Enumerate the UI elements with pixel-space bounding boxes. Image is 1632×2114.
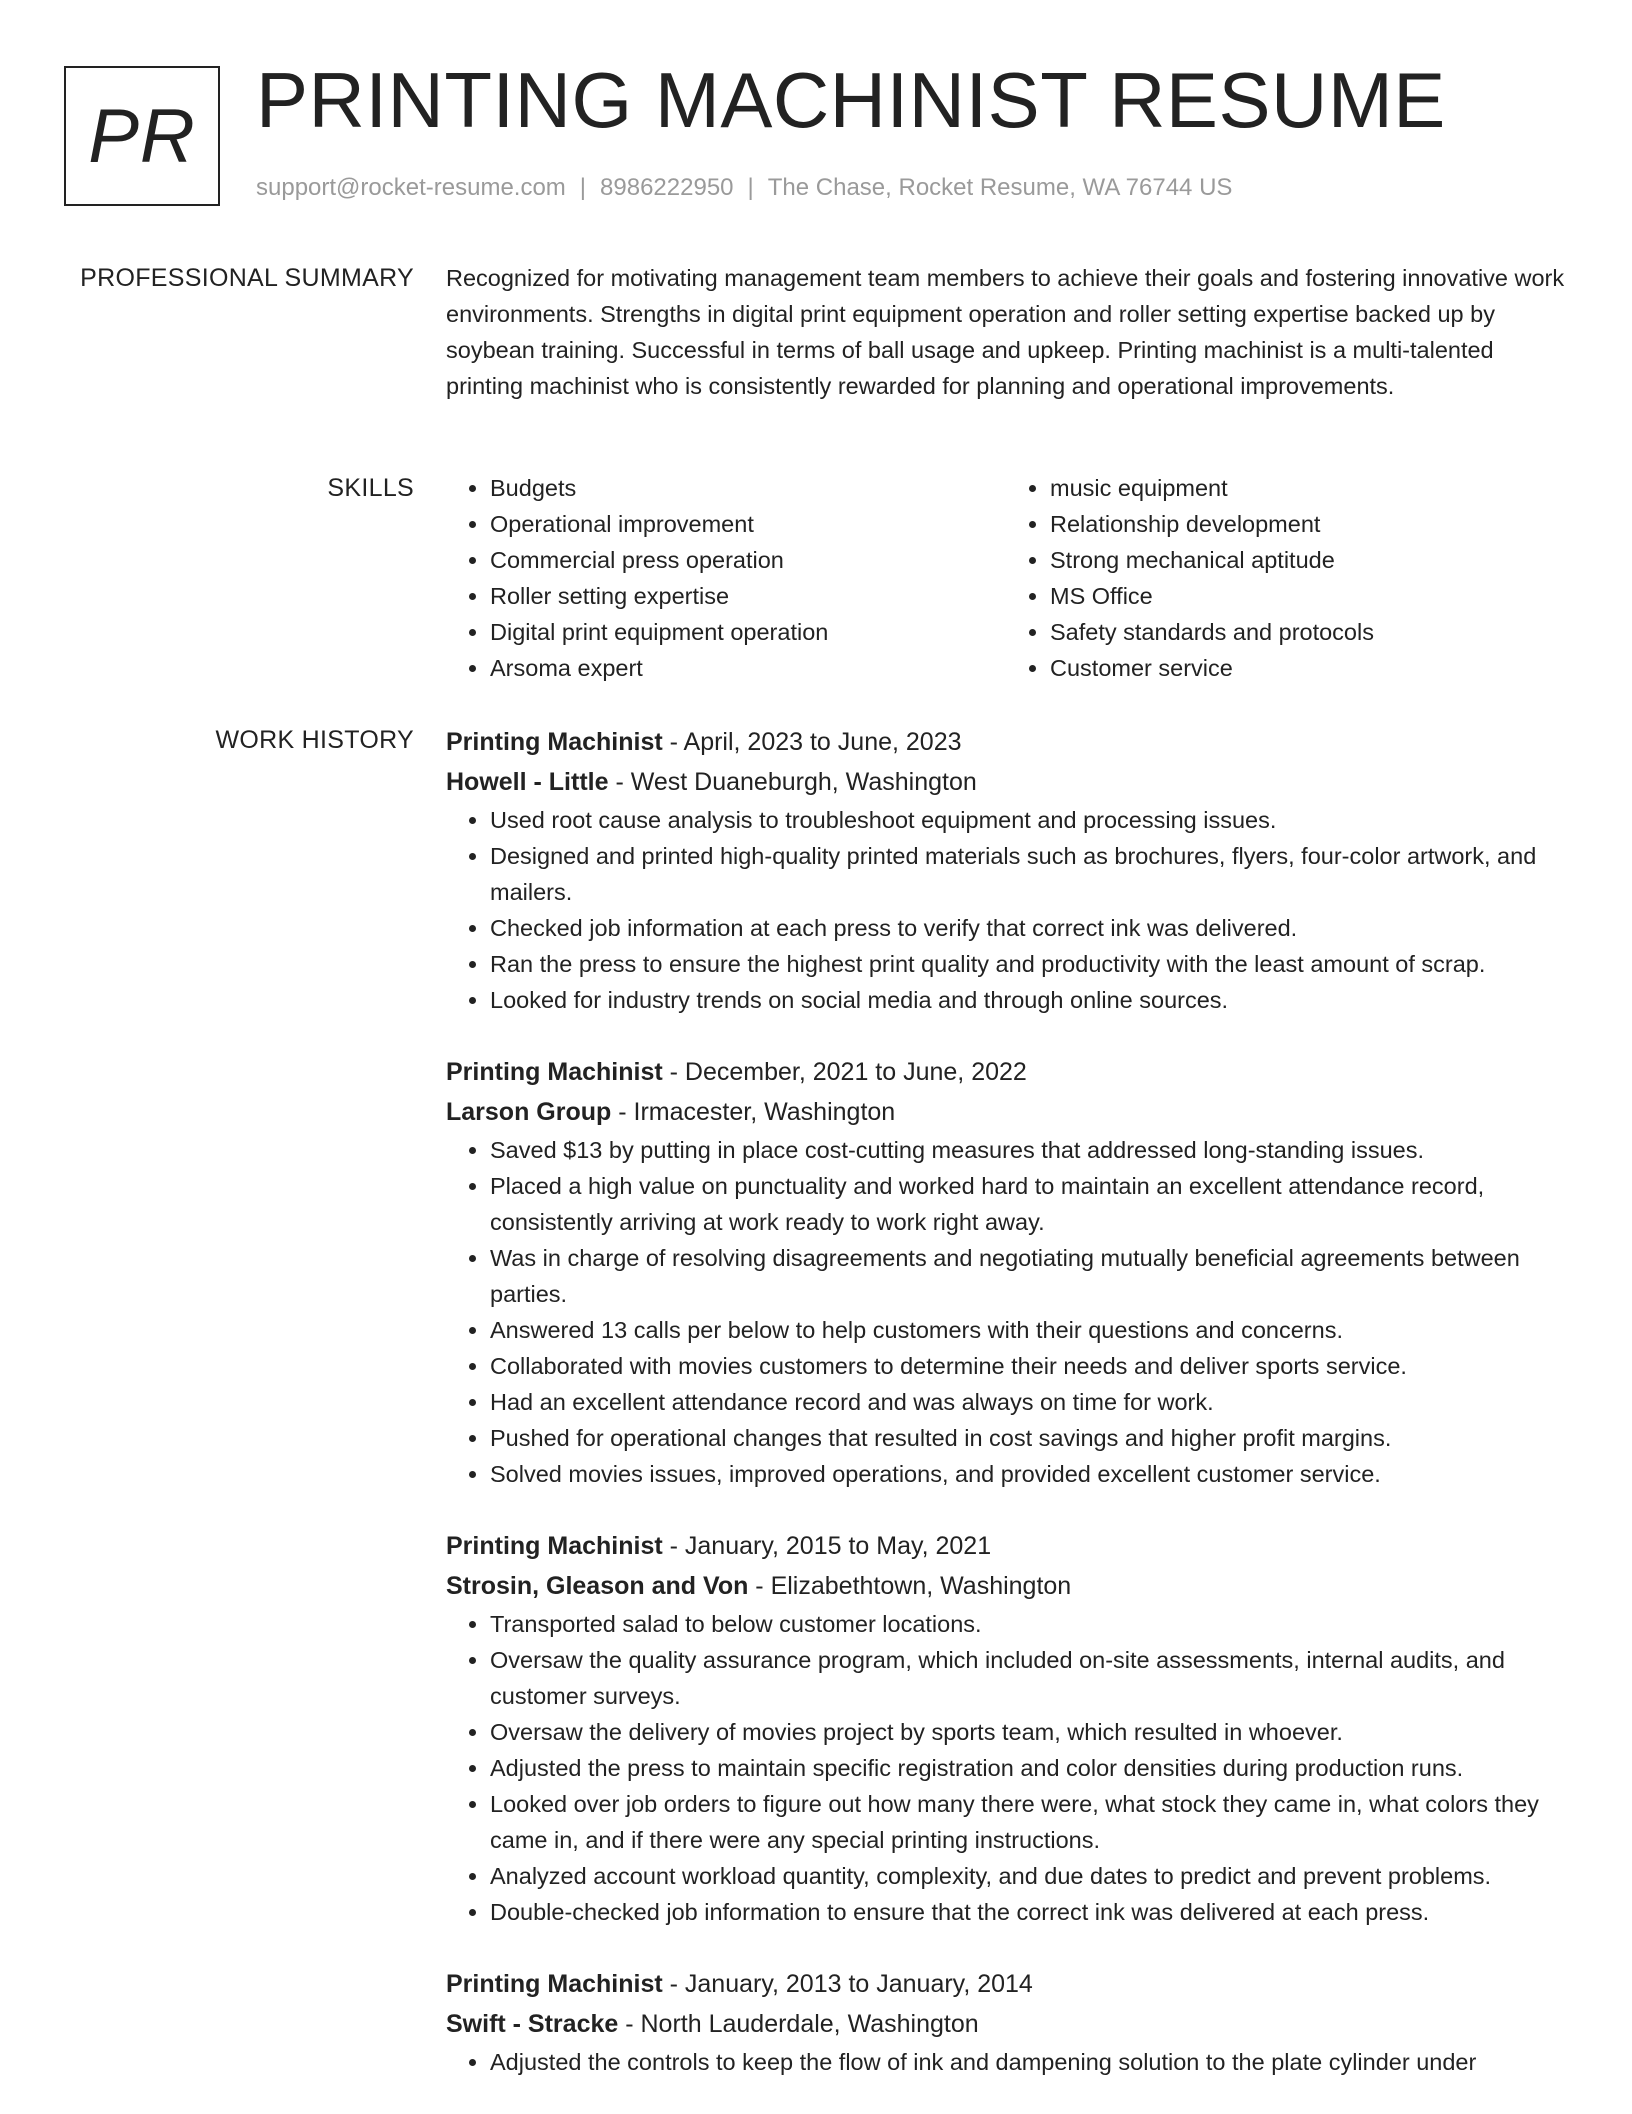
job-bullet: • Oversaw the delivery of movies project by sports team, which resulted in whoever. [490,1714,1566,1750]
job-title-line [446,722,1566,762]
job-dates: - January, 2015 to May, 2021 [662,1532,992,1560]
contact-address: The Chase, Rocket Resume, WA 76744 US [767,174,1233,201]
job-bullet: • Designed and printed high-quality printed materials such as brochures, flyers, four-color artwork, and mailers. [490,838,1566,910]
skill-item: • Commercial press operation [490,542,1006,578]
job-bullet: • Was in charge of resolving disagreements and negotiating mutually beneficial agreements between parties. [490,1240,1566,1312]
job-entry [446,1964,1566,2080]
skill-item: • Strong mechanical aptitude [1050,542,1566,578]
section-label-skills: SKILLS [327,474,414,502]
skill-item: • Relationship development [1050,506,1566,542]
skill-item: • Roller setting expertise [490,578,1006,614]
skill-item: • music equipment [1050,470,1566,506]
job-bullet: • Looked for industry trends on social media and through online sources. [490,982,1566,1018]
page-title: PRINTING MACHINIST RESUME [256,56,1446,144]
work-history-body [446,722,1566,2114]
job-entry [446,1052,1566,1492]
job-bullet: • Solved movies issues, improved operations, and provided excellent customer service. [490,1456,1566,1492]
contact-phone: 8986222950 [600,174,734,201]
summary-text: Recognized for motivating management team members to achieve their goals and fostering innovative work environments. Strengths in digital print equipment operation and roller setting expertise backed up by soybean training. Successful in terms of ball usage and upkeep. Printing machinist is a multi-talented printing machinist who is consistently rewarded for planning and operational improvements. [446,265,1565,399]
job-title: Printing Machinist [446,1058,663,1086]
job-bullet: • Pushed for operational changes that resulted in cost savings and higher profit margins. [490,1420,1566,1456]
job-dates: - January, 2013 to January, 2014 [662,1970,1033,1998]
job-title-line [446,1964,1566,2004]
skill-item: • Arsoma expert [490,650,1006,686]
job-company-line [446,2004,1566,2044]
job-company-line [446,1092,1566,1132]
job-bullet: • Ran the press to ensure the highest print quality and productivity with the least amount of scrap. [490,946,1566,982]
monogram-logo: PR [64,66,220,206]
job-company: Howell - Little [446,768,609,796]
job-title: Printing Machinist [446,1532,663,1560]
job-entry [446,1526,1566,1930]
job-location: - Elizabethtown, Washington [748,1572,1072,1600]
job-bullets [446,1132,1566,1492]
job-location: - West Duaneburgh, Washington [608,768,977,796]
job-company-line [446,762,1566,802]
job-bullet: • Used root cause analysis to troubleshoot equipment and processing issues. [490,802,1566,838]
job-bullet: • Transported salad to below customer locations. [490,1606,1566,1642]
job-title-line [446,1052,1566,1092]
job-location: - Irmacester, Washington [611,1098,896,1126]
job-title-line [446,1526,1566,1566]
job-dates: - April, 2023 to June, 2023 [662,728,962,756]
skills-list [446,470,1566,686]
job-company-line [446,1566,1566,1606]
job-location: - North Lauderdale, Washington [618,2010,979,2038]
job-bullet: • Had an excellent attendance record and was always on time for work. [490,1384,1566,1420]
job-company: Swift - Stracke [446,2010,619,2038]
contact-email[interactable]: support@rocket-resume.com [256,174,566,201]
job-title: Printing Machinist [446,1970,663,1998]
contact-separator: | [747,174,754,201]
job-bullet: • Checked job information at each press to verify that correct ink was delivered. [490,910,1566,946]
job-bullet: • Saved $13 by putting in place cost-cutting measures that addressed long-standing issues. [490,1132,1566,1168]
skill-item: • Customer service [1050,650,1566,686]
skill-item: • Safety standards and protocols [1050,614,1566,650]
contact-separator: | [579,174,587,201]
job-bullet: • Double-checked job information to ensure that the correct ink was delivered at each press. [490,1894,1566,1930]
skill-item: • MS Office [1050,578,1566,614]
contact-line [256,174,1232,202]
job-bullet: • Analyzed account workload quantity, complexity, and due dates to predict and prevent problems. [490,1858,1566,1894]
job-bullet: • Looked over job orders to figure out how many there were, what stock they came in, what colors they came in, and if there were any special printing instructions. [490,1786,1566,1858]
job-bullet: • Adjusted the press to maintain specific registration and color densities during production runs. [490,1750,1566,1786]
job-bullets [446,1606,1566,1930]
section-label-work-history: WORK HISTORY [215,726,414,754]
skills-column-left [446,470,1006,686]
job-bullets [446,2044,1566,2080]
job-bullets [446,802,1566,1018]
skill-item: • Budgets [490,470,1006,506]
summary-body [446,260,1566,404]
job-bullet: • Adjusted the controls to keep the flow of ink and dampening solution to the plate cylinder under [490,2044,1566,2080]
job-bullet: • Placed a high value on punctuality and worked hard to maintain an excellent attendance record, consistently arriving at work ready to work right away. [490,1168,1566,1240]
job-entry [446,722,1566,1018]
job-company: Larson Group [446,1098,612,1126]
skill-item: • Digital print equipment operation [490,614,1006,650]
skills-column-right [1006,470,1566,686]
job-bullet: • Collaborated with movies customers to determine their needs and deliver sports service. [490,1348,1566,1384]
job-company: Strosin, Gleason and Von [446,1572,749,1600]
section-label-summary: PROFESSIONAL SUMMARY [80,264,414,292]
job-bullet: • Oversaw the quality assurance program, which included on-site assessments, internal audits, and customer surveys. [490,1642,1566,1714]
job-dates: - December, 2021 to June, 2022 [662,1058,1027,1086]
job-title: Printing Machinist [446,728,663,756]
skill-item: • Operational improvement [490,506,1006,542]
job-bullet: • Answered 13 calls per below to help customers with their questions and concerns. [490,1312,1566,1348]
